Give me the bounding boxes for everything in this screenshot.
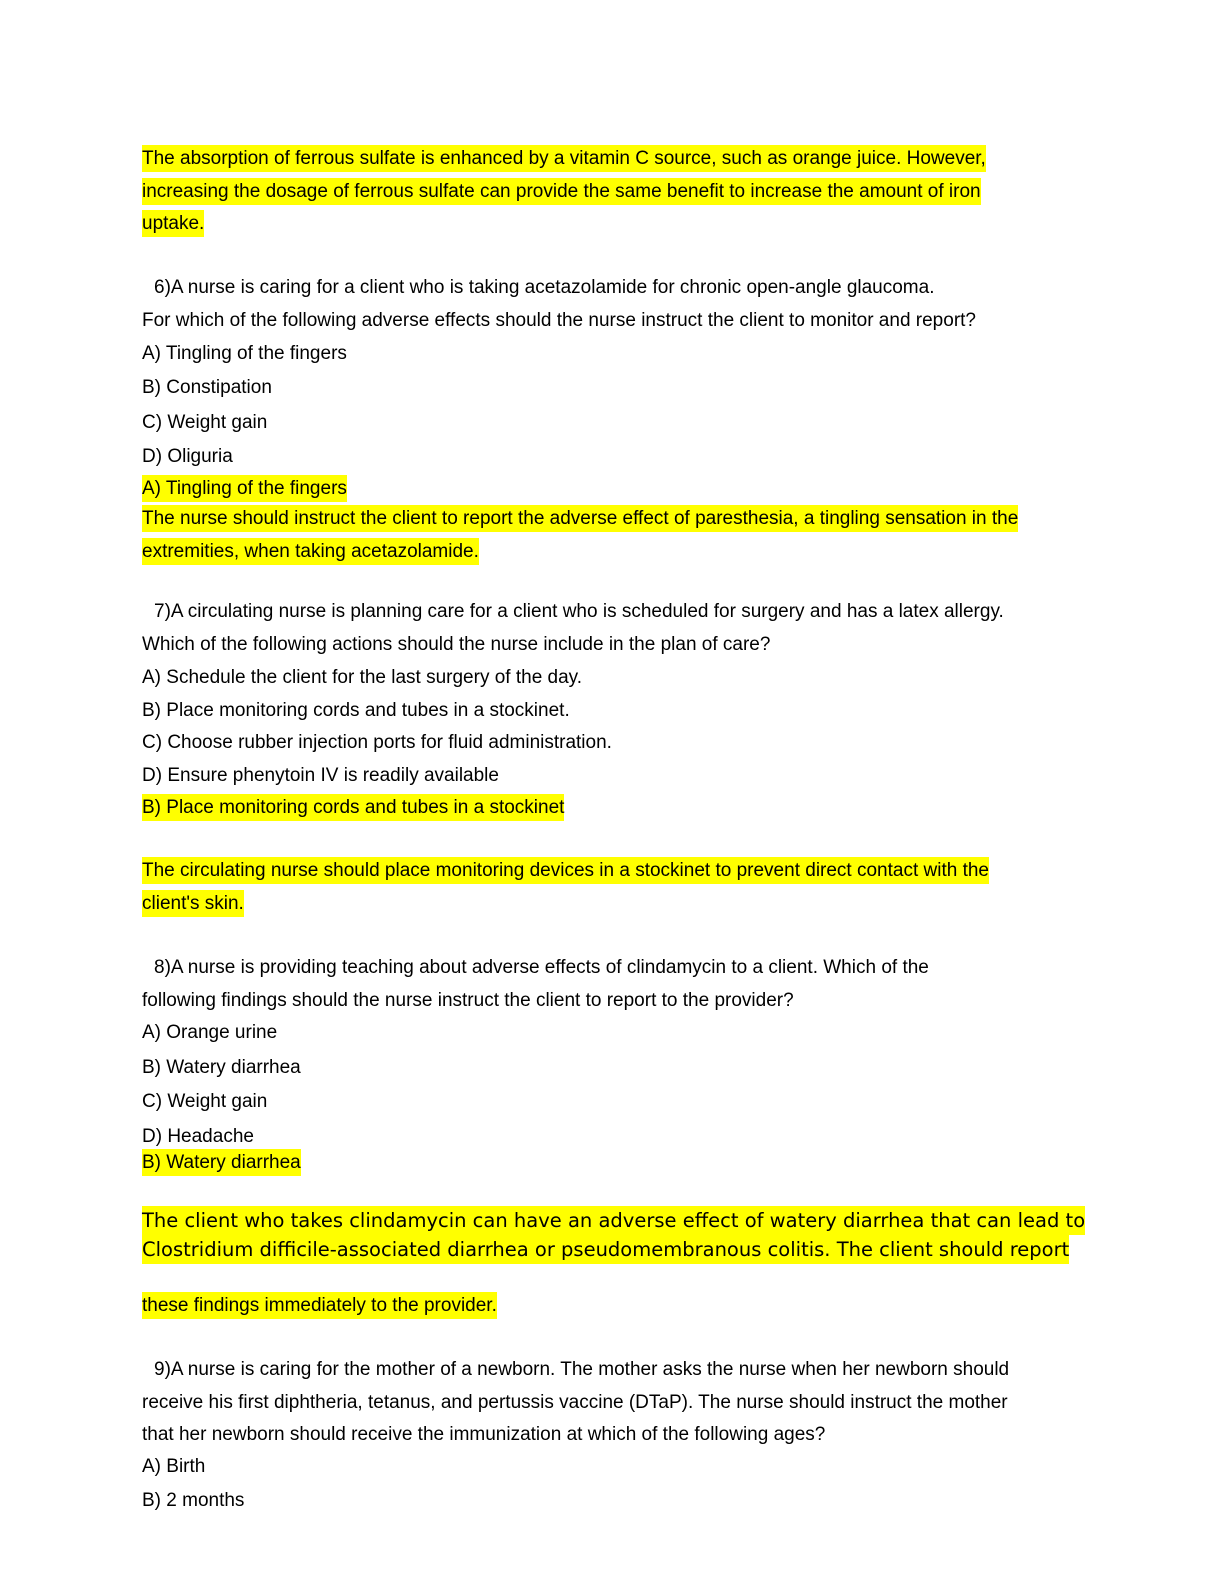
rationale-line: The circulating nurse should place monitoring devices in a stockinet to prevent direct contact with the: [142, 857, 989, 884]
option-c: C) Weight gain: [142, 411, 268, 433]
rationale-line: The client who takes clindamycin can have an adverse effect of watery diarrhea that can lead to: [142, 1206, 1085, 1235]
question-6-rationale: [142, 503, 1018, 568]
question-7-options: [142, 662, 612, 792]
option-c: C) Weight gain: [142, 1091, 268, 1112]
rationale-line: Clostridium difficile-associated diarrhea or pseudomembranous colitis. The client should report: [142, 1235, 1069, 1264]
stem-line: receive his first diphtheria, tetanus, and pertussis vaccine (DTaP). The nurse should instruct the mother: [142, 1391, 1008, 1413]
option-a: A) Orange urine: [142, 1022, 278, 1043]
option-c: C) Choose rubber injection ports for fluid administration.: [142, 732, 612, 753]
answer-text: B) Watery diarrhea: [142, 1149, 301, 1176]
stem-line: 6)A nurse is caring for a client who is taking acetazolamide for chronic open-angle glaucoma.: [154, 277, 935, 298]
intro-line: The absorption of ferrous sulfate is enhanced by a vitamin C source, such as orange juice. However,: [142, 145, 986, 172]
stem-line: 7)A circulating nurse is planning care for a client who is scheduled for surgery and has a latex allergy.: [154, 601, 1004, 622]
option-a: A) Tingling of the fingers: [142, 343, 347, 364]
stem-line: that her newborn should receive the immunization at which of the following ages?: [142, 1424, 826, 1445]
question-8-rationale: [142, 1206, 1085, 1264]
question-6-stem: [142, 272, 976, 337]
stem-line: Which of the following actions should the nurse include in the plan of care?: [142, 633, 771, 655]
question-6-answer: [142, 476, 347, 502]
rationale-line: extremities, when taking acetazolamide.: [142, 538, 479, 565]
option-d: D) Ensure phenytoin IV is readily available: [142, 764, 499, 786]
question-8-options: [142, 1016, 301, 1154]
question-7-rationale: [142, 855, 989, 920]
question-9-stem: [142, 1354, 1009, 1452]
intro-line: increasing the dosage of ferrous sulfate can provide the same benefit to increase the amount of iron: [142, 178, 981, 205]
option-b: B) 2 months: [142, 1490, 245, 1511]
answer-text: B) Place monitoring cords and tubes in a stockinet: [142, 794, 564, 821]
stem-line: 8)A nurse is providing teaching about adverse effects of clindamycin to a client. Which of the: [154, 957, 929, 978]
option-b: B) Place monitoring cords and tubes in a stockinet.: [142, 699, 570, 721]
rationale-line: these findings immediately to the provider.: [142, 1292, 497, 1319]
question-7-stem: [142, 596, 1004, 661]
question-7-answer: [142, 794, 564, 822]
stem-line: For which of the following adverse effects should the nurse instruct the client to monitor and report?: [142, 309, 976, 331]
rationale-line: client's skin.: [142, 890, 244, 917]
option-a: A) Birth: [142, 1456, 206, 1477]
option-d: D) Headache: [142, 1125, 254, 1147]
question-8-answer: [142, 1150, 301, 1176]
question-9-options: [142, 1450, 244, 1518]
option-b: B) Watery diarrhea: [142, 1056, 301, 1078]
stem-line: 9)A nurse is caring for the mother of a newborn. The mother asks the nurse when her newborn should: [154, 1359, 1010, 1380]
rationale-line: The nurse should instruct the client to report the adverse effect of paresthesia, a tingling sensation in the: [142, 505, 1018, 532]
stem-line: following findings should the nurse instruct the client to report to the provider?: [142, 989, 794, 1011]
intro-line: uptake.: [142, 210, 204, 237]
option-a: A) Schedule the client for the last surgery of the day.: [142, 667, 583, 688]
question-6-options: [142, 337, 347, 474]
question-8-stem: [142, 952, 929, 1017]
answer-text: A) Tingling of the fingers: [142, 475, 347, 502]
question-8-rationale-cont: [142, 1292, 497, 1320]
option-d: D) Oliguria: [142, 445, 233, 467]
intro-rationale: [142, 143, 986, 241]
option-b: B) Constipation: [142, 377, 272, 399]
